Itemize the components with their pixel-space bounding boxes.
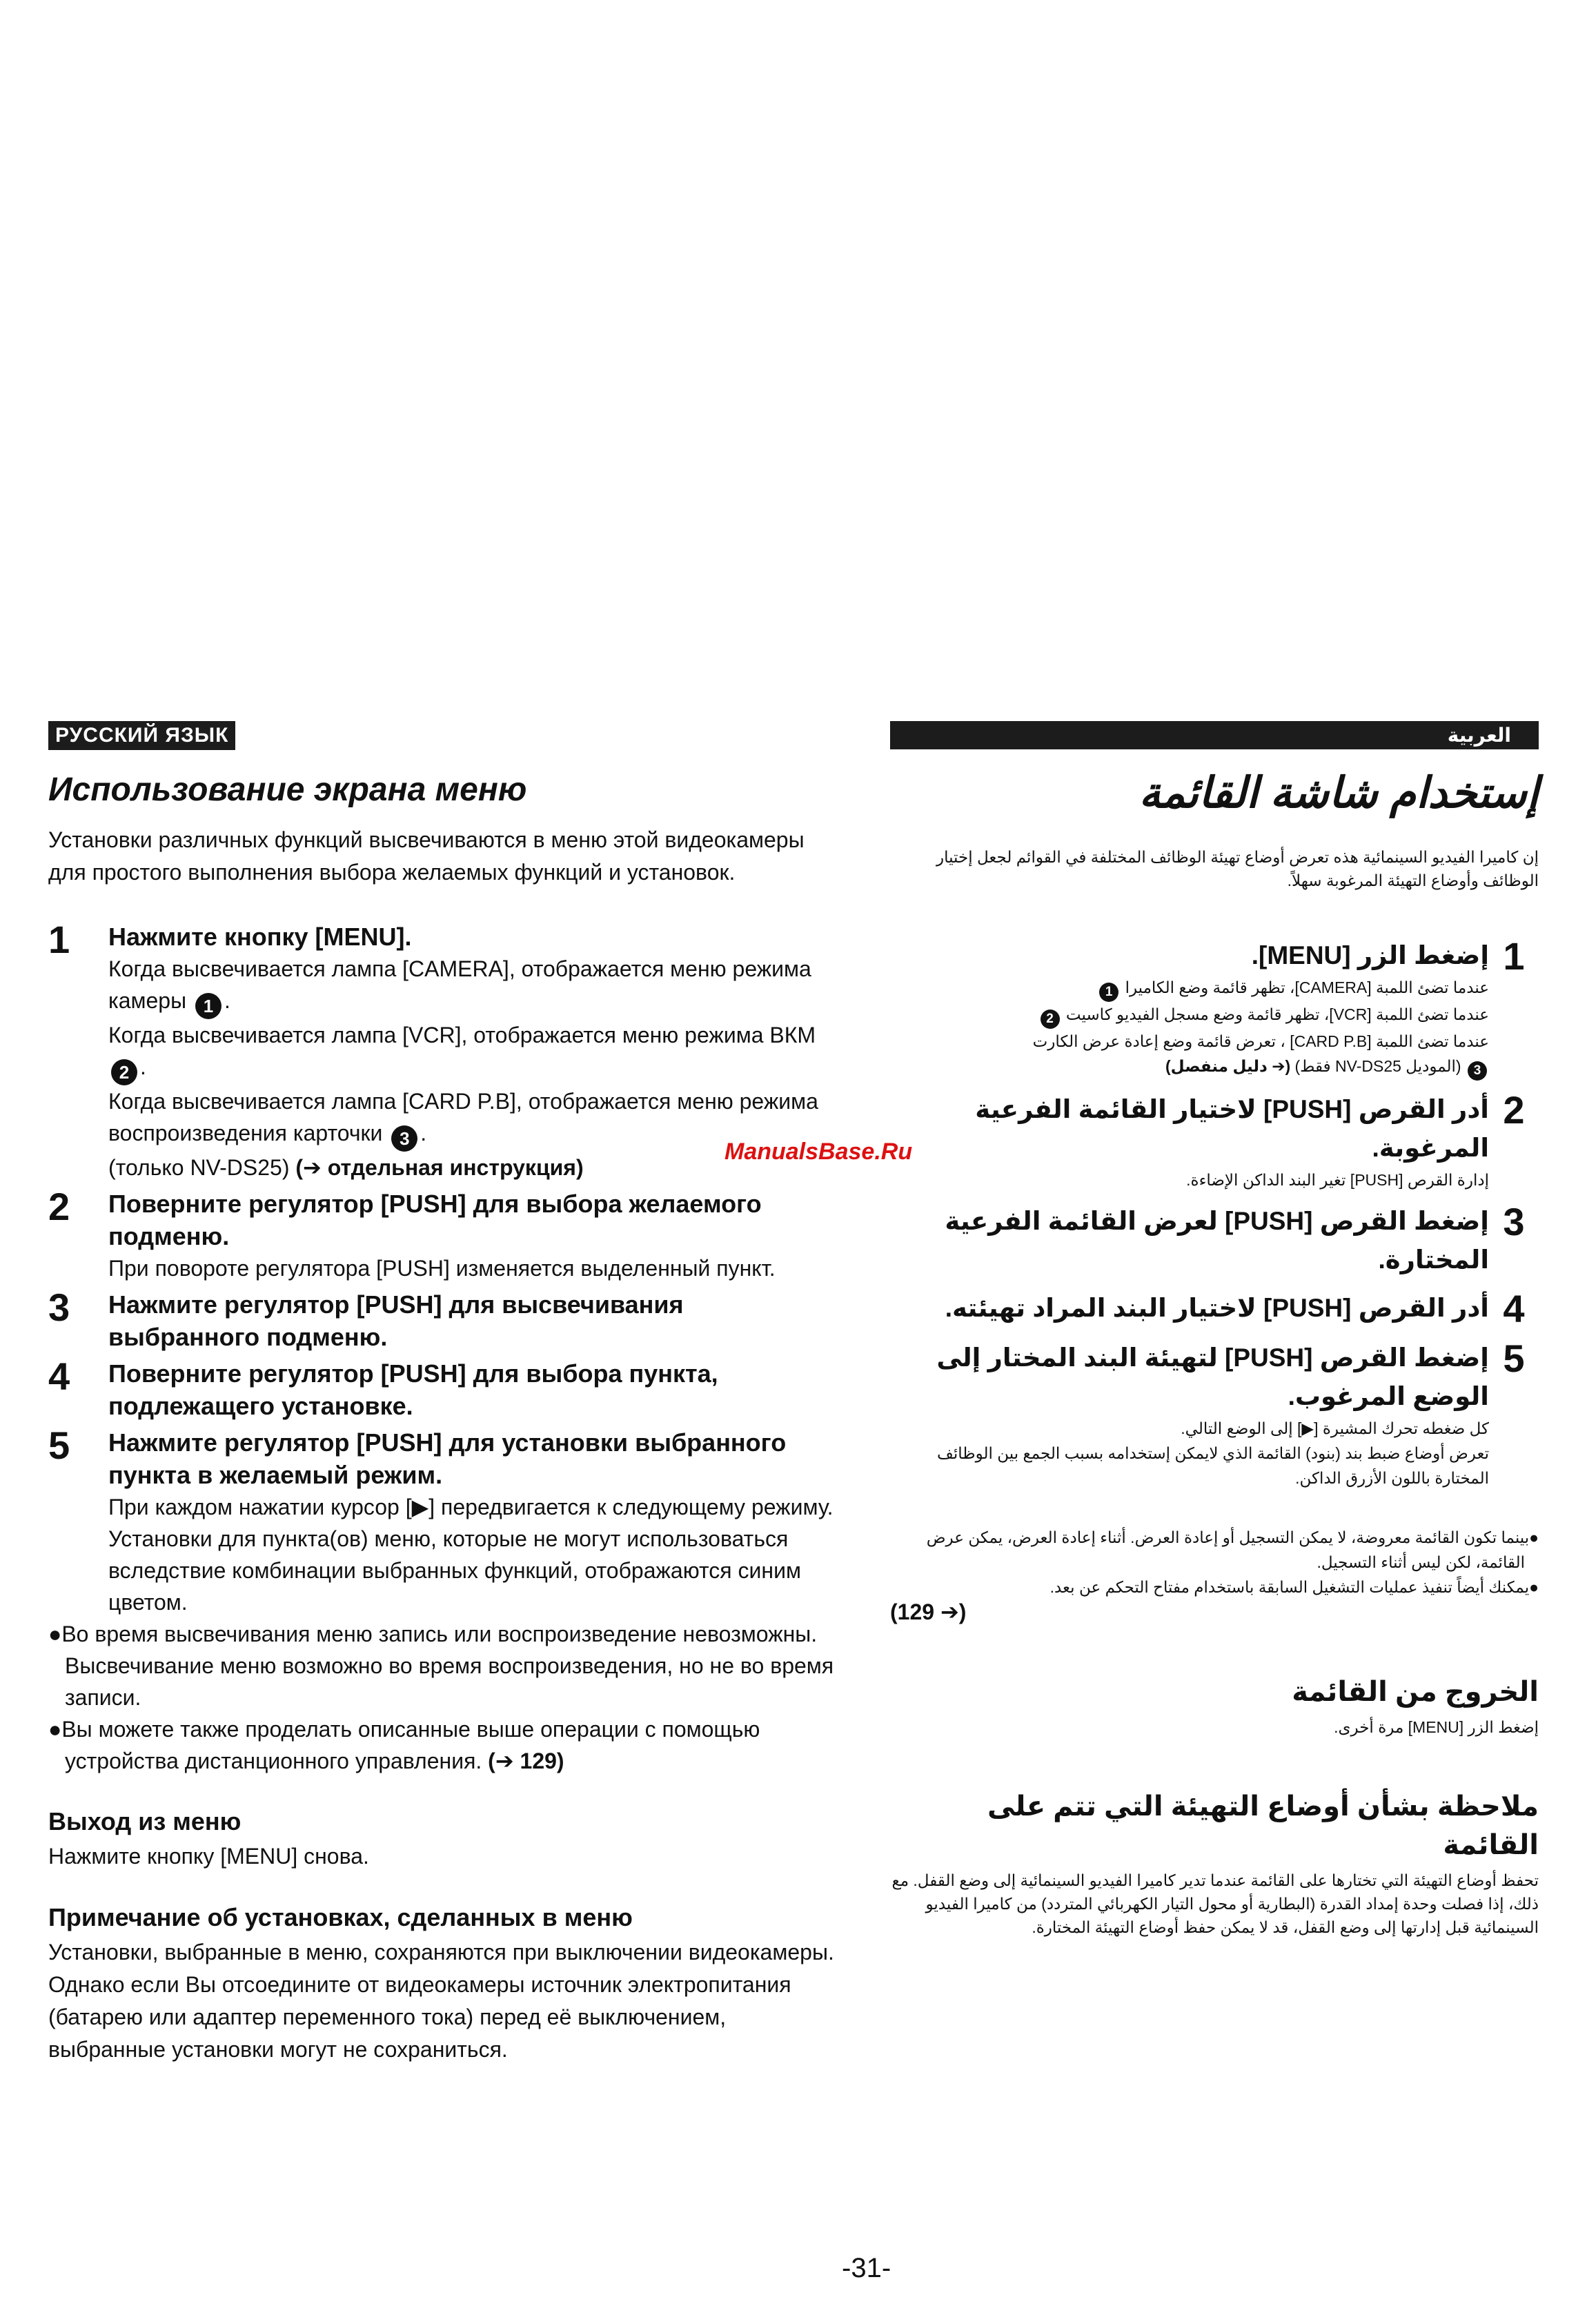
russian-note-bullet: ●Вы можете также проделать описанные выше операции с помощью устройства дистанционного управления. (➔ 129) (48, 1717, 760, 1773)
step-heading: أدر القرص [PUSH] لاختيار القائمة الفرعية المرغوبة. (975, 1095, 1489, 1162)
arabic-note-bullet: ●يمكنك أيضاً تنفيذ عمليات التشغيل السابقة باستخدام مفتاح التحكم عن بعد. (1049, 1578, 1539, 1596)
russian-step-5 (48, 1426, 838, 1618)
marker-3-icon: 3 (391, 1125, 417, 1152)
step-text: كل ضغطه تحرك المشيرة [▶] إلى الوضع التالي. (1181, 1419, 1489, 1437)
russian-step-3 (48, 1288, 838, 1353)
russian-step-2 (48, 1185, 838, 1284)
step-text: (только NV-DS25) (➔ отдельная инструкция) (108, 1155, 584, 1180)
step-number: 2 (48, 1185, 70, 1228)
step-text: تعرض أوضاع ضبط بند (بنود) القائمة الذي لايمكن إستخدامه بسبب الجمع بين الوظائف المختارة باللون الأزرق الداكن. (937, 1444, 1489, 1487)
arabic-note-bullet: ●بينما تكون القائمة معروضة، لا يمكن التسجيل أو إعادة العرض. أثناء إعادة العرض، يمكن عرض القائمة، لكن ليس أثناء التسجيل. (926, 1528, 1539, 1571)
arabic-step-5 (890, 1339, 1539, 1490)
arabic-settings-note-heading: ملاحظة بشأن أوضاع التهيئة التي تتم على القائمة (987, 1791, 1539, 1860)
step-number: 4 (1503, 1287, 1525, 1330)
reference-link: (➔ отдельная инструкция) (295, 1155, 584, 1180)
step-heading: أدر القرص [PUSH] لاختيار البند المراد تهيئته. (945, 1294, 1489, 1322)
arabic-language-tag: العربية (890, 721, 1539, 749)
marker-3-icon: 3 (1468, 1061, 1487, 1081)
step-number: 3 (48, 1286, 70, 1329)
step-text: При каждом нажатии курсор [▶] передвигается к следующему режиму. (108, 1495, 834, 1519)
step-number: 1 (1503, 934, 1525, 978)
step-heading: Нажмите регулятор [PUSH] для установки выбранного пункта в желаемый режим. (108, 1428, 787, 1489)
step-text: عندما تضئ اللمبة [CAMERA]، تظهر قائمة وضع الكاميرا 1 (890, 975, 1489, 1002)
arabic-step-3 (890, 1202, 1539, 1279)
arabic-exit-text: إضغط الزر [MENU] مرة أخرى. (1334, 1718, 1539, 1736)
russian-column (48, 721, 838, 2066)
russian-settings-note-text: Установки, выбранные в меню, сохраняются при выключении видеокамеры. Однако если Вы отсоедините от видеокамеры источник электропитания (батарею или адаптер переменного тока) перед её выключением, выбранные установки могут не сохраниться. (48, 1940, 834, 2062)
step-number: 3 (1503, 1200, 1525, 1243)
step-heading: إضغط الزر [MENU]. (1251, 941, 1489, 969)
step-text: إدارة القرص [PUSH] تغير البند الداكن الإضاءة. (1186, 1171, 1489, 1189)
step-number: 2 (1503, 1088, 1525, 1132)
step-heading: Нажмите кнопку [MENU]. (108, 923, 412, 951)
step-number: 5 (1503, 1337, 1525, 1380)
step-heading: Нажмите регулятор [PUSH] для высвечивания выбранного подменю. (108, 1290, 684, 1351)
step-heading: Поверните регулятор [PUSH] для выбора желаемого подменю. (108, 1190, 762, 1250)
step-heading: إضغط القرص [PUSH] لتهيئة البند المختار إلى الوضع المرغوب. (936, 1343, 1489, 1410)
reference-link: (➔ 129) (488, 1749, 564, 1773)
arabic-step-4 (890, 1289, 1539, 1329)
russian-exit-heading: Выход из меню (48, 1807, 241, 1835)
reference-link: (➔ دليل منفصل) (1165, 1057, 1291, 1075)
watermark: ManualsBase.Ru (724, 1139, 913, 1165)
step-number: 5 (48, 1424, 70, 1467)
arabic-title: إستخدام شاشة القائمة (1138, 769, 1539, 817)
step-text: Когда высвечивается лампа [VCR], отображается меню режима ВКМ 2 . (108, 1019, 838, 1085)
russian-step-1 (48, 920, 838, 1183)
arabic-step-2 (890, 1090, 1539, 1192)
marker-1-icon: 1 (1099, 983, 1118, 1002)
step-number: 4 (48, 1355, 70, 1398)
marker-1-icon: 1 (195, 993, 221, 1019)
step-heading: إضغط القرص [PUSH] لعرض القائمة الفرعية المختارة. (945, 1207, 1489, 1274)
reference-link: (➔ 129) (890, 1599, 967, 1624)
russian-exit-text: Нажмите кнопку [MENU] снова. (48, 1844, 369, 1869)
russian-note-bullet: ●Во время высвечивания меню запись или воспроизведение невозможны. Высвечивание меню возможно во время воспроизведения, но не во время записи. (48, 1622, 834, 1710)
step-heading: Поверните регулятор [PUSH] для выбора пункта, подлежащего установке. (108, 1359, 718, 1420)
page-number: -31- (842, 2253, 891, 2283)
russian-title: Использование экрана меню (48, 771, 527, 808)
step-text: При повороте регулятора [PUSH] изменяется выделенный пункт. (108, 1256, 776, 1281)
step-text: عندما تضئ اللمبة [CARD P.B] ، تعرض قائمة وضع إعادة عرض الكارت (1032, 1032, 1489, 1050)
step-number: 1 (48, 918, 70, 961)
arabic-settings-note-text: تحفظ أوضاع التهيئة التي تختارها على القائمة عندما تدير كاميرا الفيديو السينمائية إلى وضع القفل. مع ذلك، إذا فصلت وحدة إمداد القدرة (البطارية أو محول التيار الكهربائي المتردد) من كاميرا الفيديو السينمائية قبل إدارتها إلى وضع القفل، قد لا يمكن حفظ أوضاع التهيئة المختارة. (891, 1871, 1539, 1936)
arabic-step-1 (890, 936, 1539, 1081)
step-text: Когда высвечивается лампа [CAMERA], отображается меню режима камеры 1 . (108, 953, 838, 1019)
arabic-exit-heading: الخروج من القائمة (1292, 1677, 1539, 1707)
step-text: Установки для пункта(ов) меню, которые не могут использоваться вследствие комбинации выбранных функций, отображаются синим цветом. (108, 1526, 801, 1615)
arabic-intro: إن كاميرا الفيديو السينمائية هذه تعرض أوضاع تهيئة الوظائف المختلفة في القوائم لجعل إختيار الوظائف وأوضاع التهيئة المرغوبة سهلاً. (936, 848, 1539, 889)
russian-intro: Установки различных функций высвечиваются в меню этой видеокамеры для простого выполнения выбора желаемых функций и установок. (48, 827, 805, 885)
step-text: عندما تضئ اللمبة [VCR]، تظهر قائمة وضع مسجل الفيديو كاسيت 2 (890, 1002, 1489, 1029)
russian-language-tag: РУССКИЙ ЯЗЫК (48, 721, 235, 750)
step-text: 3 (الموديل NV-DS25 فقط) (➔ دليل منفصل) (890, 1054, 1489, 1081)
arabic-column (890, 721, 1539, 1939)
step-text: Когда высвечивается лампа [CARD P.B], отображается меню режима воспроизведения карточки 3 . (108, 1085, 838, 1152)
russian-step-4 (48, 1357, 838, 1422)
russian-settings-note-heading: Примечание об установках, сделанных в меню (48, 1903, 633, 1931)
marker-2-icon: 2 (111, 1059, 137, 1085)
marker-2-icon: 2 (1041, 1010, 1060, 1029)
